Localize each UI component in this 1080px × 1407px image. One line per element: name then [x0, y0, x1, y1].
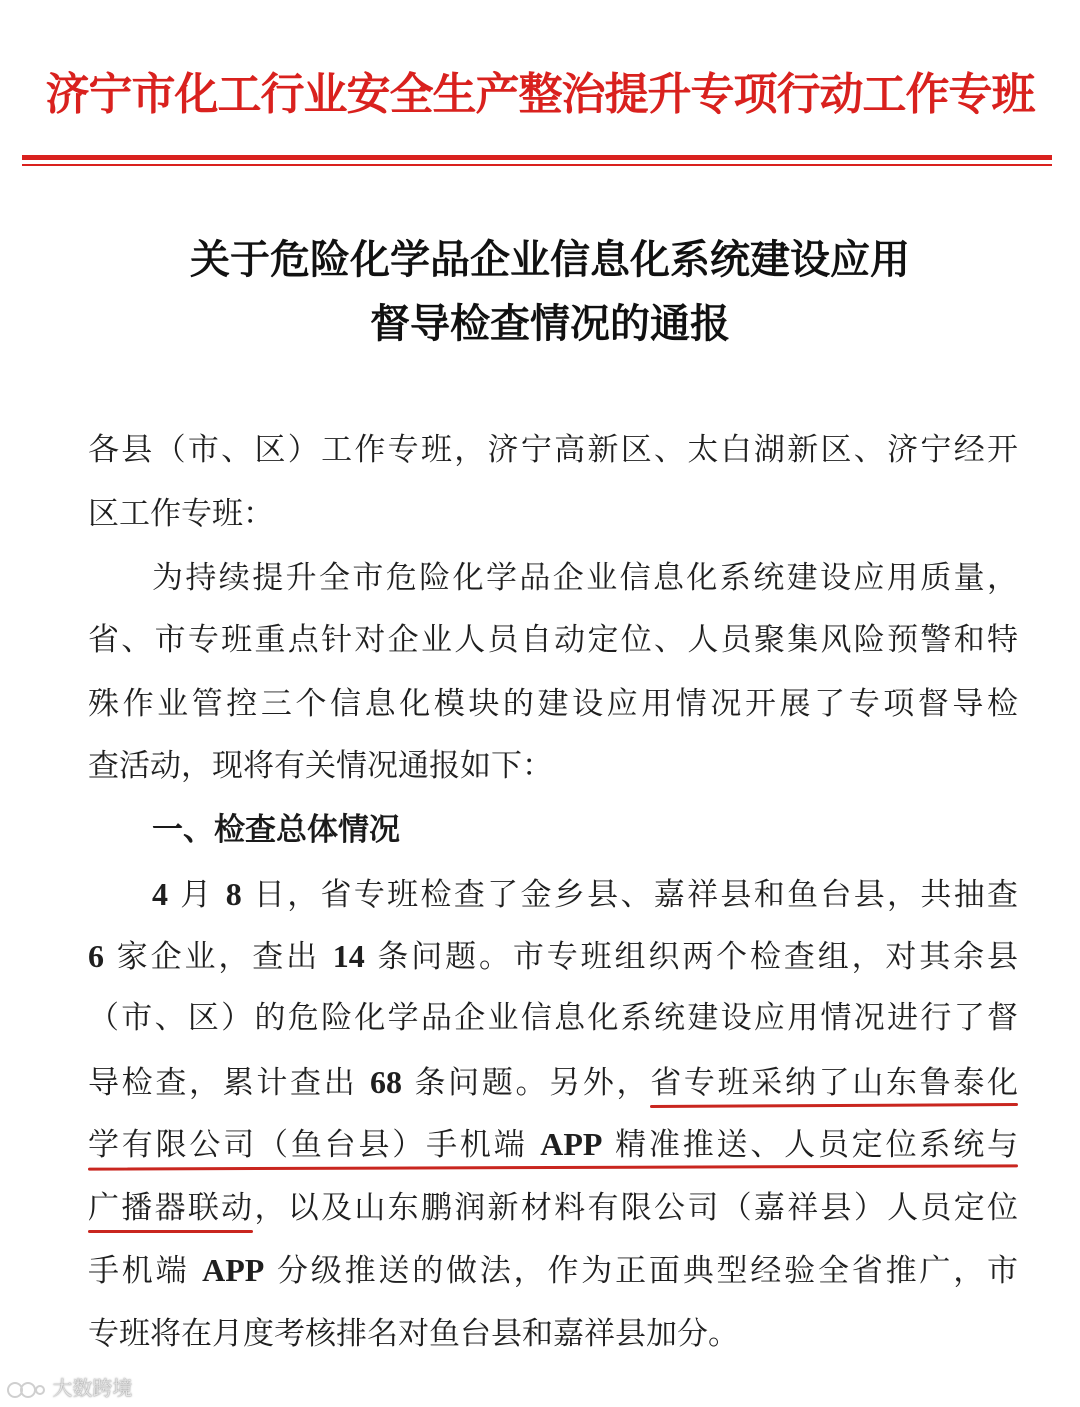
- underlined-text-run: 精准推送、人员定位系统与: [615, 1127, 1019, 1163]
- salutation-line-2: 区工作专班：: [88, 496, 274, 532]
- salutation-line-1: 各县（市、区）工作专班，济宁高新区、太白湖新区、济宁经开: [88, 432, 1018, 468]
- section-paragraph-line-5: [88, 1124, 1018, 1165]
- section-paragraph-line-4: [88, 1062, 1018, 1103]
- section-paragraph-line-1: [152, 874, 1018, 915]
- number: 68: [369, 1064, 402, 1100]
- document-title-line-1: 关于危险化学品企业信息化系统建设应用: [190, 237, 910, 283]
- red-underline: [88, 1230, 253, 1233]
- underlined-text-run: 省专班采纳了山东鲁泰化: [650, 1065, 1019, 1101]
- document-title-line-2: 督导检查情况的通报: [370, 301, 730, 347]
- number: 4: [152, 876, 168, 912]
- section-paragraph-line-2: [88, 936, 1018, 977]
- section-heading: 一、检查总体情况: [152, 812, 400, 848]
- red-underline: [650, 1103, 1018, 1108]
- text-run: 月: [180, 877, 214, 913]
- text-run: 分级推送的做法，作为正面典型经验全省推广，市: [276, 1253, 1019, 1289]
- section-paragraph-line-7: [88, 1250, 1018, 1291]
- issuer-masthead: 济宁市化工行业安全生产整治提升专项行动工作专班: [45, 69, 1035, 120]
- intro-line-1: 为持续提升全市危险化学品企业信息化系统建设应用质量，: [152, 560, 1018, 596]
- number: 14: [332, 938, 365, 974]
- red-underline: [88, 1164, 1018, 1170]
- text-run: ，以及山东鹏润新材料有限公司（嘉祥县）人员定位: [254, 1190, 1019, 1226]
- intro-line-2: 省、市专班重点针对企业人员自动定位、人员聚集风险预警和特: [88, 622, 1018, 658]
- masthead-rule-thin: [22, 164, 1052, 166]
- section-paragraph-line-6: [88, 1188, 1018, 1228]
- number: 8: [225, 876, 242, 912]
- section-paragraph-line-3: （市、区）的危险化学品企业信息化系统建设应用情况进行了督: [88, 1000, 1018, 1036]
- intro-line-4: 查活动，现将有关情况通报如下：: [88, 748, 553, 784]
- text-run: 手机端: [88, 1253, 190, 1289]
- number: 6: [88, 938, 104, 974]
- text-run: 家企业，查出: [116, 939, 320, 975]
- masthead-rule-thick: [22, 155, 1052, 160]
- text-run: 导检查，累计查出: [88, 1065, 358, 1101]
- watermark: [6, 1372, 132, 1403]
- watermark-text: 大数跨境: [52, 1376, 133, 1400]
- intro-line-3: 殊作业管控三个信息化模块的建设应用情况开展了专项督导检: [88, 686, 1018, 722]
- wechat-logo-icon: [6, 1377, 46, 1403]
- text-run: 日，省专班检查了金乡县、嘉祥县和鱼台县，共抽查: [253, 877, 1019, 913]
- text-run: 条问题。另外，: [414, 1065, 651, 1101]
- section-paragraph-line-8: 专班将在月度考核排名对鱼台县和嘉祥县加分。: [88, 1316, 739, 1352]
- underlined-text-run: 广播器联动: [88, 1190, 255, 1226]
- app-term: APP: [540, 1126, 603, 1162]
- underlined-text-run: 学有限公司（鱼台县）手机端: [88, 1127, 528, 1163]
- text-run: 条问题。市专班组织两个检查组，对其余县: [377, 939, 1019, 975]
- app-term: APP: [202, 1252, 265, 1288]
